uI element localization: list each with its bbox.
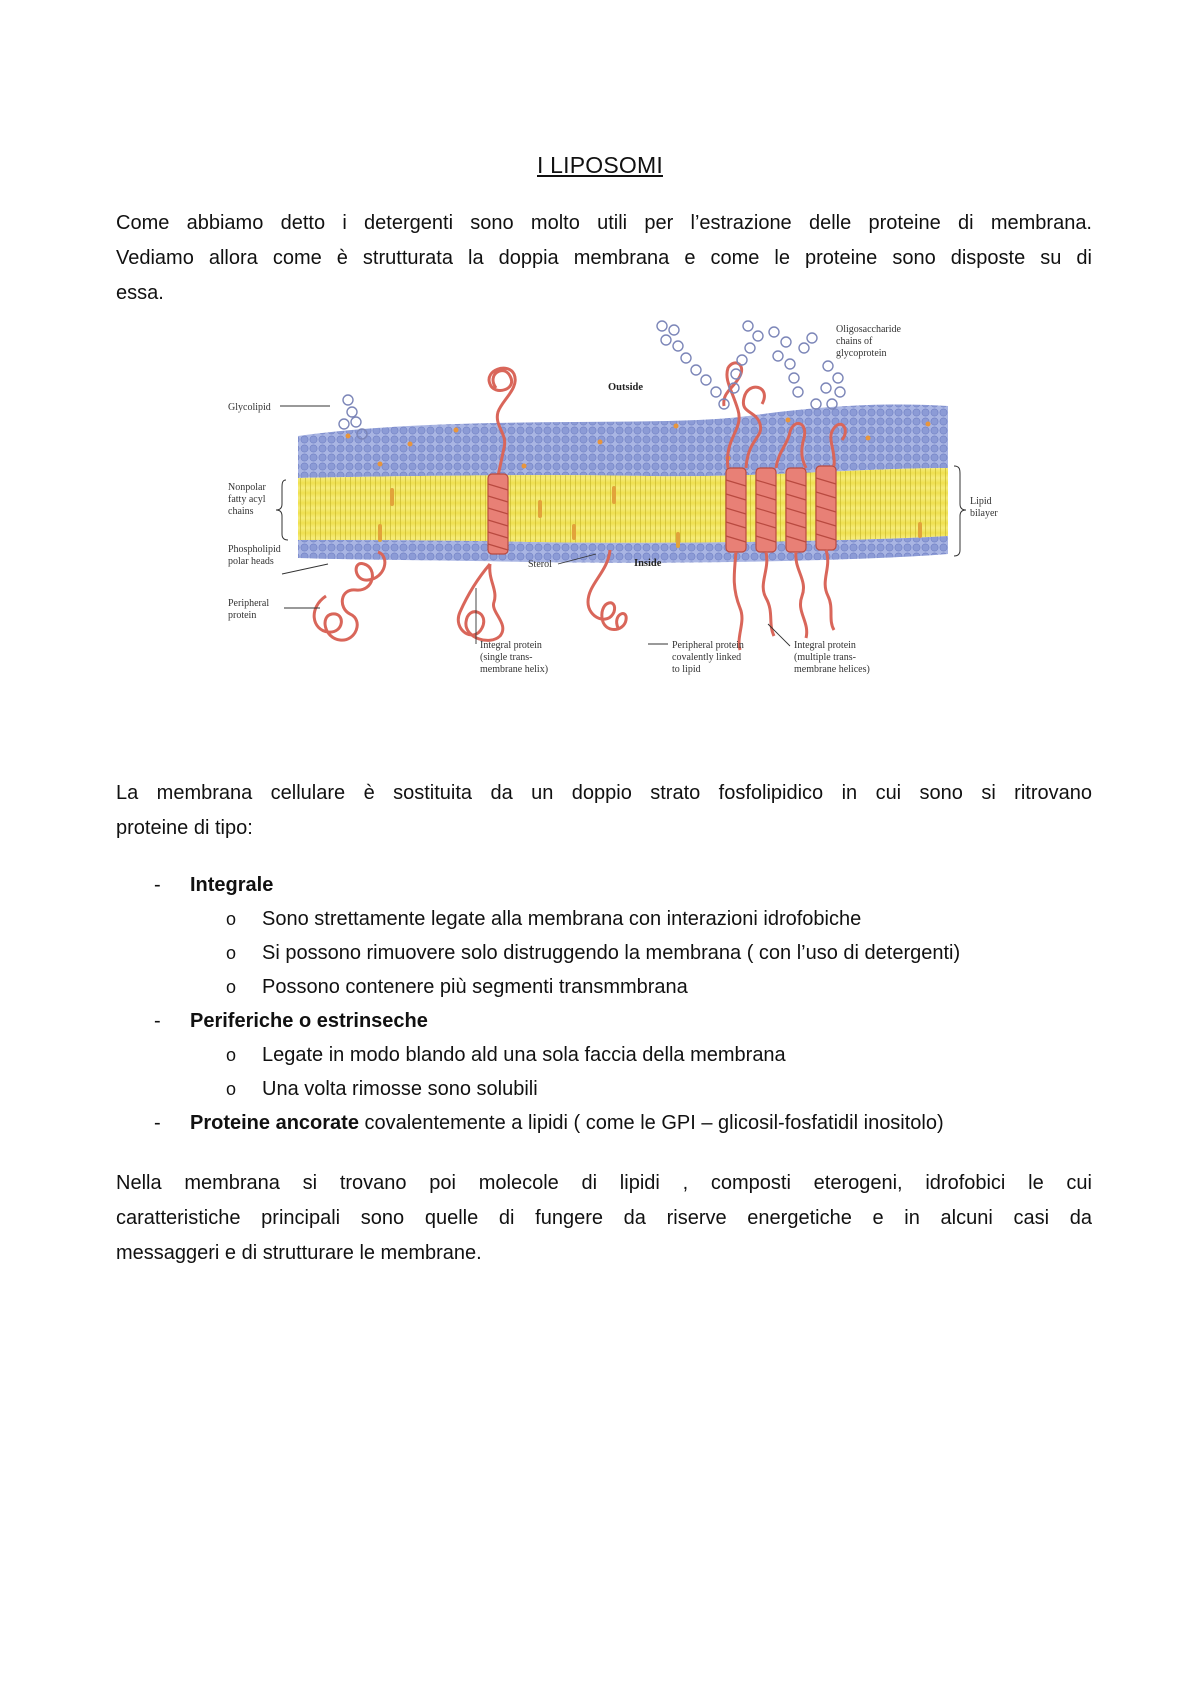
para2-line-2: proteine di tipo: (116, 817, 253, 839)
integrale-label: Integrale (190, 874, 274, 896)
integrale-item-1: Sono strettamente legate alla membrana con interazioni idrofobiche (262, 908, 862, 930)
bilayer-bracket (954, 466, 966, 556)
bullet-marker: o (226, 977, 237, 997)
label-peripheral-1: Peripheral (228, 598, 270, 609)
nonpolar-bracket (276, 480, 288, 540)
label-bilayer-2: bilayer (970, 508, 998, 519)
label-nonpolar-1: Nonpolar (228, 482, 266, 493)
lipids-paragraph (116, 1166, 1092, 1271)
dash-marker: - (154, 1112, 161, 1134)
ancorate-rest: covalentemente a lipidi ( come le GPI – glicosil-fosfatidil inositolo) (358, 1112, 944, 1134)
single-helix-core (488, 474, 508, 554)
ancorate-line (190, 1106, 944, 1140)
integrale-item-2: Si possono rimuovere solo distruggendo la membrana ( con l’uso di detergenti) (262, 942, 961, 964)
bullet-marker: o (226, 909, 237, 929)
oligosaccharide-chains (657, 321, 845, 409)
label-integral-multi-2: (multiple trans- (794, 652, 856, 663)
label-peripheral-linked-3: to lipid (672, 664, 701, 675)
label-sterol: Sterol (528, 559, 552, 570)
bullet-marker: o (226, 1045, 237, 1065)
page-title: I LIPOSOMI (537, 152, 663, 178)
label-inside: Inside (634, 558, 662, 569)
bullet-marker: o (226, 943, 237, 963)
para3-line-1: Nella membrana si trovano poi molecole di lipidi , composti eterogeni, idrofobici le cui (116, 1172, 1092, 1194)
membrane-diagram (228, 318, 998, 722)
periferiche-item-1: Legate in modo blando ald una sola faccia della membrana (262, 1044, 786, 1066)
membrane-paragraph (116, 776, 1092, 846)
label-integral-single-3: membrane helix) (480, 664, 549, 675)
intro-line-3: essa. (116, 282, 164, 304)
label-bilayer-1: Lipid (970, 496, 992, 507)
intro-line-1: Come abbiamo detto i detergenti sono molto utili per l’estrazione delle proteine di membrana. (116, 212, 1092, 234)
fatty-acyl-chains (298, 468, 948, 543)
peripheral-protein-left (314, 552, 385, 640)
integrale-item-3: Possono contenere più segmenti transmmbrana (262, 976, 688, 998)
label-integral-single-2: (single trans- (480, 652, 533, 663)
label-outside: Outside (608, 382, 644, 393)
para2-line-1: La membrana cellulare è sostituita da un doppio strato fosfolipidico in cui sono si ritrovano (116, 782, 1092, 804)
label-oligo-3: glycoprotein (836, 348, 887, 359)
para3-line-2: caratteristiche principali sono quelle di fungere da riserve energetiche e in alcuni casi da (116, 1207, 1092, 1229)
bullet-marker: o (226, 1079, 237, 1099)
dash-marker: - (154, 1010, 161, 1032)
periferiche-item-2: Una volta rimosse sono solubili (262, 1078, 538, 1100)
intro-paragraph (116, 206, 1092, 311)
label-phospho-1: Phospholipid (228, 544, 281, 555)
label-integral-single-1: Integral protein (480, 640, 542, 651)
dash-marker: - (154, 874, 161, 896)
label-glycolipid: Glycolipid (228, 402, 271, 413)
label-oligo-1: Oligosaccharide (836, 324, 901, 335)
label-peripheral-2: protein (228, 610, 257, 621)
label-peripheral-linked-2: covalently linked (672, 652, 742, 663)
intro-line-2: Vediamo allora come è strutturata la doppia membrana e come le proteine sono disposte su di (116, 247, 1092, 269)
label-peripheral-linked-1: Peripheral protein (672, 640, 744, 651)
periferiche-label: Periferiche o estrinseche (190, 1010, 428, 1032)
label-integral-multi-3: membrane helices) (794, 664, 870, 675)
label-integral-multi-1: Integral protein (794, 640, 856, 651)
outer-head-layer (298, 404, 948, 478)
label-phospho-2: polar heads (228, 556, 274, 567)
para3-line-3: messaggeri e di strutturare le membrane. (116, 1242, 482, 1264)
label-oligo-2: chains of (836, 336, 873, 347)
label-nonpolar-2: fatty acyl (228, 494, 266, 505)
label-nonpolar-3: chains (228, 506, 254, 517)
ancorate-label: Proteine ancorate (190, 1112, 359, 1134)
